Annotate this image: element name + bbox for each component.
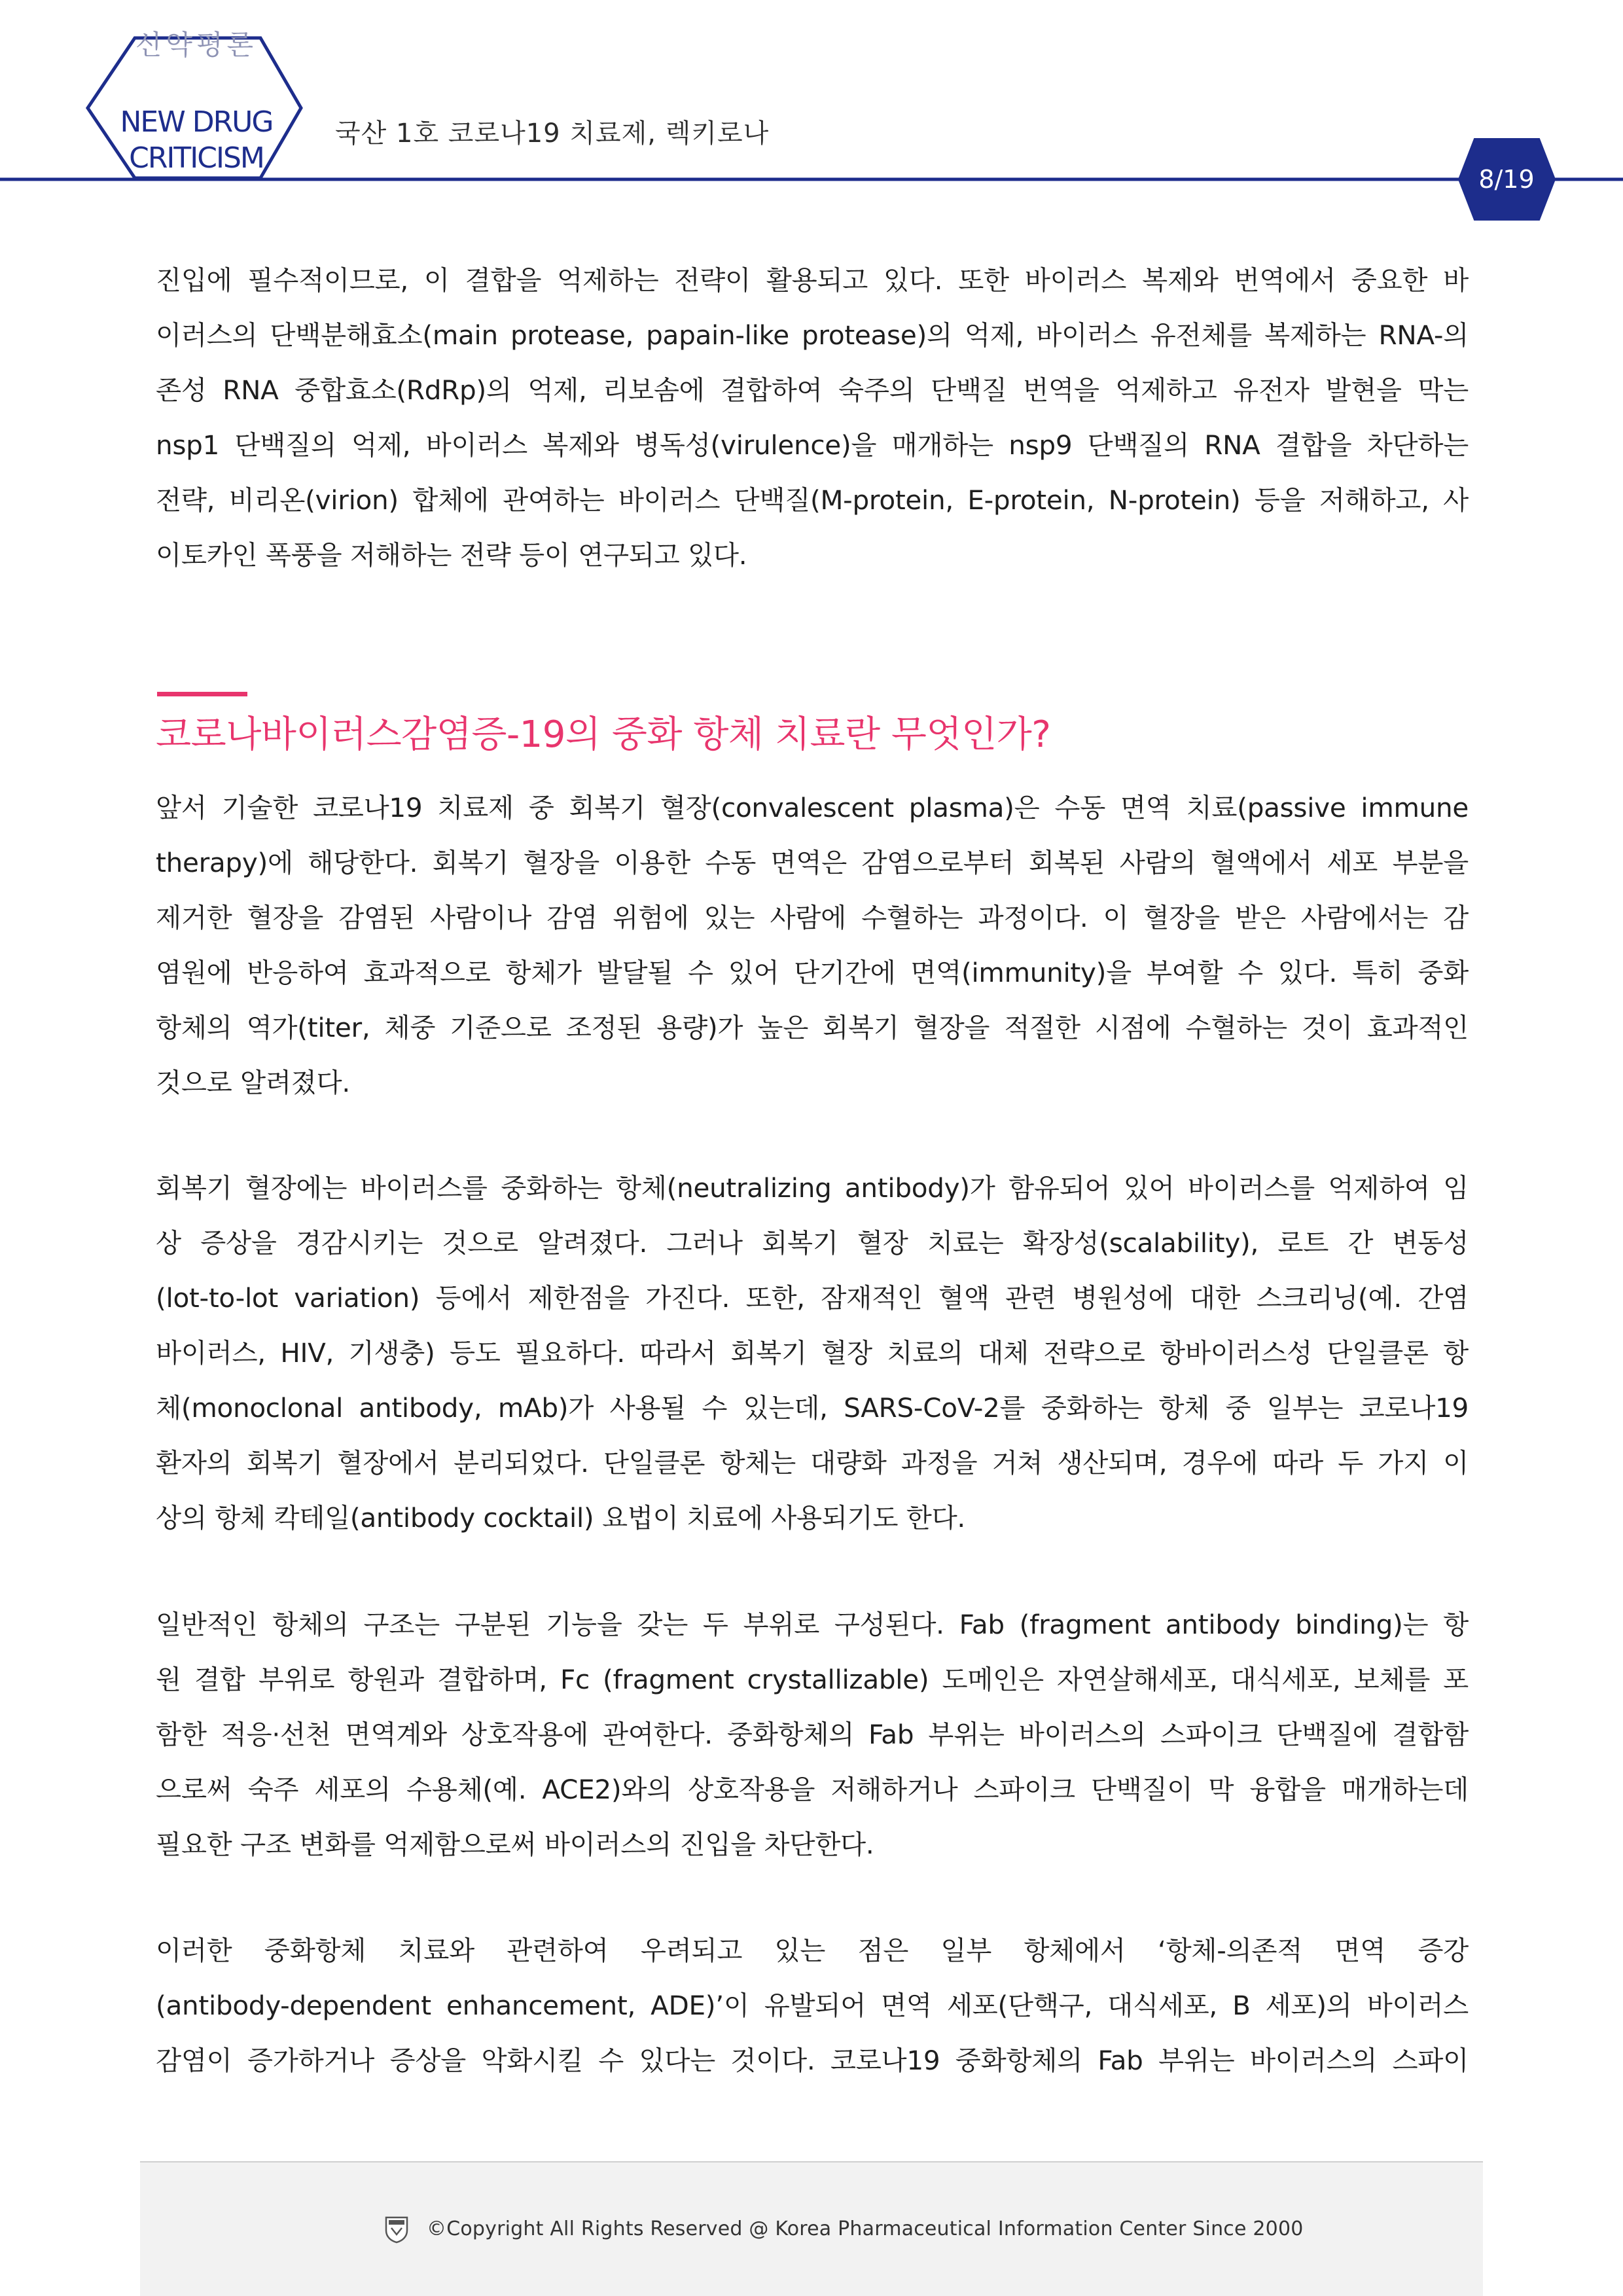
text-line: 진입에 필수적이므로, 이 결합을 억제하는 전략이 활용되고 있다. 또한 바이러스 복제와 번역에서 중요한 바 (156, 264, 1469, 296)
text-line: 상 증상을 경감시키는 것으로 알려졌다. 그러나 회복기 혈장 치료는 확장성(scalability), 로트 간 변동성 (156, 1227, 1469, 1259)
text-line: 항체의 역가(titer, 체중 기준으로 조정된 용량)가 높은 회복기 혈장을 적절한 시점에 수혈하는 것이 효과적인 (156, 1012, 1469, 1043)
page-number: 8/19 (1478, 165, 1535, 194)
section-heading: 코로나바이러스감염증-19의 중화 항체 치료란 무엇인가? (156, 713, 1051, 756)
text-line: 으로써 숙주 세포의 수용체(예. ACE2)와의 상호작용을 저해하거나 스파이크 단백질이 막 융합을 매개하는데 (156, 1774, 1469, 1805)
text-line: 것으로 알려졌다. (156, 1067, 350, 1098)
text-line: 일반적인 항체의 구조는 구분된 기능을 갖는 두 부위로 구성된다. Fab (fragment antibody binding)는 항 (156, 1609, 1469, 1640)
text-line: 환자의 회복기 혈장에서 분리되었다. 단일클론 항체는 대량화 과정을 거쳐 생산되며, 경우에 따라 두 가지 이 (156, 1447, 1469, 1479)
running-header-title: 국산 1호 코로나19 치료제, 렉키로나 (335, 118, 770, 149)
text-line: 체(monoclonal antibody, mAb)가 사용될 수 있는데, SARS-CoV-2를 중화하는 항체 중 일부는 코로나19 (156, 1392, 1469, 1424)
text-line: 전략, 비리온(virion) 합체에 관여하는 바이러스 단백질(M-protein, E-protein, N-protein) 등을 저해하고, 사 (156, 484, 1469, 516)
logo-english-line2: CRITICISM (129, 141, 264, 175)
text-line: 이러스의 단백분해효소(main protease, papain-like protease)의 억제, 바이러스 유전체를 복제하는 RNA-의 (156, 319, 1469, 351)
text-line: (lot-to-lot variation) 등에서 제한점을 가진다. 또한, 잠재적인 혈액 관련 병원성에 대한 스크리닝(예. 간염 (156, 1282, 1469, 1314)
logo-korean: 신약평론 (135, 29, 258, 61)
text-line: 이토카인 폭풍을 저해하는 전략 등이 연구되고 있다. (156, 539, 747, 571)
kpic-shield-icon (383, 2215, 410, 2244)
text-line: 염원에 반응하여 효과적으로 항체가 발달될 수 있어 단기간에 면역(immunity)을 부여할 수 있다. 특히 중화 (156, 957, 1469, 988)
paragraph-2 (156, 1160, 1469, 1545)
text-line: 원 결합 부위로 항원과 결합하며, Fc (fragment crystallizable) 도메인은 자연살해세포, 대식세포, 보체를 포 (156, 1664, 1469, 1695)
text-line: 바이러스, HIV, 기생충) 등도 필요하다. 따라서 회복기 혈장 치료의 대체 전략으로 항바이러스성 단일클론 항 (156, 1337, 1469, 1369)
text-line: 감염이 증가하거나 증상을 악화시킬 수 있다는 것이다. 코로나19 중화항체의 Fab 부위는 바이러스의 스파이 (156, 2045, 1469, 2076)
paragraph-1 (156, 780, 1469, 1110)
intro-paragraph (156, 253, 1469, 583)
paragraph-3 (156, 1597, 1469, 1872)
text-line: 상의 항체 칵테일(antibody cocktail) 요법이 치료에 사용되기도 한다. (156, 1502, 965, 1534)
text-line: 존성 RNA 중합효소(RdRp)의 억제, 리보솜에 결합하여 숙주의 단백질 번역을 억제하고 유전자 발현을 막는 (156, 374, 1469, 406)
text-line: 함한 적응·선천 면역계와 상호작용에 관여한다. 중화항체의 Fab 부위는 바이러스의 스파이크 단백질에 결합함 (156, 1719, 1469, 1750)
text-line: 이러한 중화항체 치료와 관련하여 우려되고 있는 점은 일부 항체에서 ‘항체-의존적 면역 증강 (156, 1935, 1469, 1966)
text-line: 회복기 혈장에는 바이러스를 중화하는 항체(neutralizing antibody)가 함유되어 있어 바이러스를 억제하여 임 (156, 1172, 1469, 1204)
text-line: (antibody-dependent enhancement, ADE)’이 유발되어 면역 세포(단핵구, 대식세포, B 세포)의 바이러스 (156, 1990, 1469, 2021)
heading-accent-bar (157, 692, 247, 696)
text-line: nsp1 단백질의 억제, 바이러스 복제와 병독성(virulence)을 매개하는 nsp9 단백질의 RNA 결합을 차단하는 (156, 429, 1469, 461)
text-line: therapy)에 해당한다. 회복기 혈장을 이용한 수동 면역은 감염으로부터 회복된 사람의 혈액에서 세포 부분을 (156, 847, 1469, 878)
copyright-text: ©Copyright All Rights Reserved @ Korea Pharmaceutical Information Center Since 2000 (427, 2217, 1304, 2240)
text-line: 제거한 혈장을 감염된 사람이나 감염 위험에 있는 사람에 수혈하는 과정이다. 이 혈장을 받은 사람에서는 감 (156, 902, 1469, 933)
text-line: 필요한 구조 변화를 억제함으로써 바이러스의 진입을 차단한다. (156, 1829, 874, 1860)
logo-english-line1: NEW DRUG (120, 105, 273, 139)
text-line: 앞서 기술한 코로나19 치료제 중 회복기 혈장(convalescent plasma)은 수동 면역 치료(passive immune (156, 792, 1469, 823)
paragraph-4 (156, 1923, 1469, 2088)
